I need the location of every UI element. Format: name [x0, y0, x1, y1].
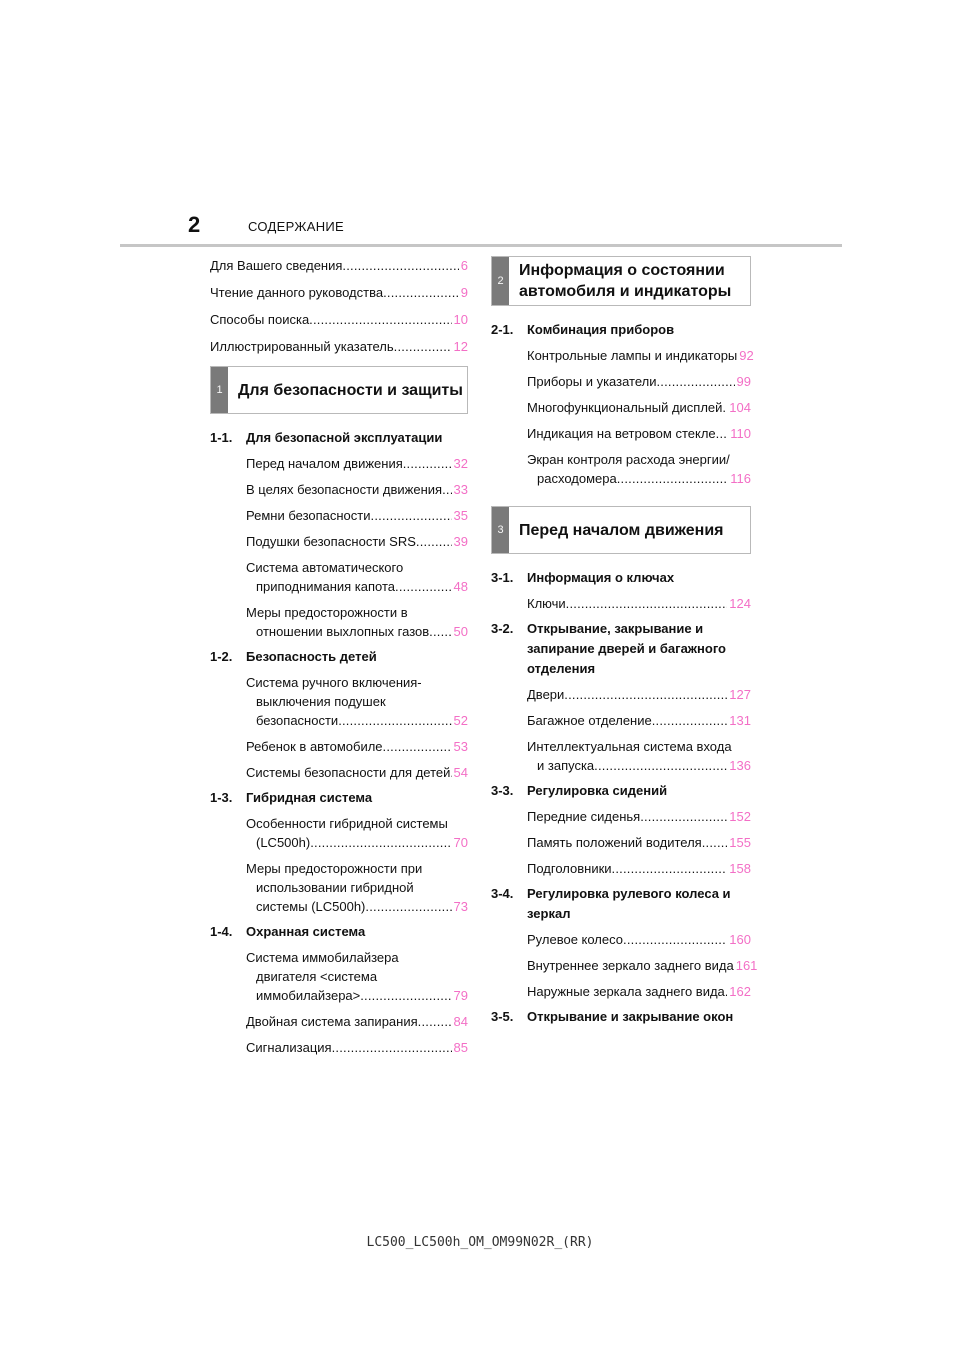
page-header: [120, 212, 842, 248]
chapter-number: 1-3.: [210, 790, 233, 805]
page-link[interactable]: 73: [453, 899, 468, 914]
toc-entry-label: Рулевое колесо: [527, 932, 624, 947]
toc-entry-row: [246, 532, 468, 551]
toc-entry-label: выключения подушек: [256, 694, 386, 709]
page-link[interactable]: 152: [729, 809, 751, 824]
leader-dots: [383, 737, 452, 756]
page-link[interactable]: 6: [460, 258, 468, 273]
toc-entry[interactable]: [491, 422, 751, 445]
page-link[interactable]: 155: [729, 835, 751, 850]
toc-entry-row: [246, 763, 468, 782]
leader-dots: [342, 256, 458, 275]
chapter-heading[interactable]: [210, 428, 468, 448]
toc-entry-row: [246, 1012, 468, 1031]
page-link[interactable]: 85: [453, 1040, 468, 1055]
toc-entry-label: Внутреннее зеркало заднего вида: [527, 958, 734, 973]
toc-entry-row: [527, 930, 751, 949]
page-link[interactable]: 162: [729, 984, 751, 999]
toc-entry[interactable]: [491, 831, 751, 854]
toc-entry[interactable]: [491, 857, 751, 880]
section-1-chapters: [210, 428, 468, 1059]
page-link[interactable]: 160: [729, 932, 751, 947]
toc-entry-row: [246, 1038, 468, 1057]
page-link[interactable]: 32: [453, 456, 468, 471]
toc-entry[interactable]: [210, 601, 468, 643]
chapter-title: Регулировка рулевого колеса и зеркал: [527, 886, 731, 921]
toc-entry-label: иммобилайзера>: [256, 988, 361, 1003]
toc-entry-label: Система ручного включения-: [246, 675, 422, 690]
toc-entry[interactable]: [210, 812, 468, 854]
toc-entry[interactable]: [491, 592, 751, 615]
toc-entry-row: [210, 283, 468, 302]
toc-entry-row: [527, 594, 751, 613]
toc-entry[interactable]: [210, 335, 468, 358]
toc-entry-label: системы (LC500h): [256, 899, 366, 914]
toc-entry-label: безопасности: [256, 713, 339, 728]
toc-entry-row: [210, 337, 468, 356]
toc-entry-label: Передние сиденья: [527, 809, 641, 824]
chapter-heading[interactable]: [491, 781, 751, 801]
page-link[interactable]: 39: [453, 534, 468, 549]
page-link[interactable]: 79: [453, 988, 468, 1003]
toc-entry-label: приподнимания капота: [256, 579, 396, 594]
toc-entry[interactable]: [210, 452, 468, 475]
leader-dots: [371, 506, 452, 525]
toc-entry-row: [246, 480, 468, 499]
toc-entry-label: расходомера: [537, 471, 617, 486]
toc-left-column: [210, 254, 468, 1062]
toc-entry[interactable]: [210, 281, 468, 304]
chapter-heading[interactable]: [491, 884, 751, 924]
page-link[interactable]: 99: [736, 374, 751, 389]
toc-entry-label: Память положений водителя: [527, 835, 702, 850]
toc-entry-label: Интеллектуальная система входа: [527, 739, 732, 754]
toc-entry[interactable]: [210, 1010, 468, 1033]
page-link[interactable]: 92: [739, 348, 754, 363]
toc-entry-label: Контрольные лампы и индикаторы: [527, 348, 738, 363]
chapter-number: 3-3.: [491, 783, 514, 798]
toc-entry[interactable]: [210, 671, 468, 732]
page-link[interactable]: 12: [453, 339, 468, 354]
toc-entry-row: [527, 711, 751, 730]
chapter-number: 3-2.: [491, 621, 514, 636]
toc-entry-row: [527, 756, 751, 775]
toc-entry-row: [527, 982, 751, 1001]
toc-right-column: [491, 254, 758, 1031]
leader-dots: [360, 986, 451, 1005]
leader-dots: [395, 577, 452, 596]
toc-entry-label: двигателя <система: [256, 969, 378, 984]
toc-entry-label: Сигнализация: [246, 1040, 332, 1055]
toc-entry[interactable]: [491, 396, 751, 419]
toc-entry[interactable]: [210, 1036, 468, 1059]
toc-entry-label: Багажное отделение: [527, 713, 652, 728]
footer-code: LC500_LC500h_OM_OM99N02R_(RR): [366, 1235, 594, 1250]
chapter-heading[interactable]: [210, 647, 468, 667]
toc-entry-label: Экран контроля расхода энергии/: [527, 452, 730, 467]
leader-dots: [566, 594, 728, 613]
toc-entry-row: [527, 372, 751, 391]
chapter-heading[interactable]: [210, 922, 468, 942]
chapter-title: Открывание и закрывание окон: [527, 1009, 734, 1024]
toc-entry-label: Особенности гибридной системы: [246, 816, 448, 831]
section-2-header[interactable]: [491, 256, 751, 306]
toc-entry[interactable]: [210, 504, 468, 527]
toc-entry-label: и запуска: [537, 758, 595, 773]
section-2-chapters: [491, 320, 754, 490]
toc-entry[interactable]: [491, 980, 751, 1003]
leader-dots: [623, 930, 727, 949]
leader-dots: [310, 833, 451, 852]
page-link[interactable]: 70: [453, 835, 468, 850]
section-1-header[interactable]: [210, 366, 468, 414]
toc-entry-label: Меры предосторожности при: [246, 861, 423, 876]
toc-entry-row: [527, 859, 751, 878]
intro-list: [210, 254, 468, 358]
page-link[interactable]: 110: [730, 426, 751, 441]
leader-dots: [309, 310, 451, 329]
toc-entry-row: [527, 346, 754, 365]
toc-entry-row: [246, 506, 468, 525]
page-link[interactable]: 158: [729, 861, 751, 876]
page-link[interactable]: 52: [453, 713, 468, 728]
toc-entry[interactable]: [210, 556, 468, 598]
toc-entry-row: [246, 454, 468, 473]
toc-entry-label: Система иммобилайзера: [246, 950, 399, 965]
toc-entry-label: Ребенок в автомобиле: [246, 739, 383, 754]
leader-dots: [394, 337, 452, 356]
section-3-tab: 3: [492, 507, 509, 553]
toc-entry[interactable]: [210, 761, 468, 784]
toc-entry[interactable]: [210, 735, 468, 758]
leader-dots: [332, 1038, 452, 1057]
toc-entry-row: [246, 622, 468, 641]
leader-dots: [657, 372, 735, 391]
toc-entry-label: Ремни безопасности: [246, 508, 371, 523]
leader-dots: [617, 469, 729, 488]
page-number: 2: [188, 212, 201, 237]
toc-entry-label: использовании гибридной: [256, 880, 414, 895]
leader-dots: [702, 833, 728, 852]
page-link[interactable]: 10: [453, 312, 468, 327]
toc-entry-row: [527, 398, 751, 417]
toc-entry-label: Двери: [527, 687, 565, 702]
chapter-title: Безопасность детей: [246, 649, 377, 664]
page-link[interactable]: 33: [453, 482, 468, 497]
toc-entry-row: [246, 897, 468, 916]
section-3-chapters: [491, 568, 758, 1027]
toc-entry-label: В целях безопасности движения: [246, 482, 443, 497]
toc-entry-row: [246, 986, 468, 1005]
toc-entry-label: Способы поиска: [210, 312, 310, 327]
chapter-heading[interactable]: [491, 320, 751, 340]
toc-entry[interactable]: [491, 805, 751, 828]
leader-dots: [594, 756, 727, 775]
chapter-number: 2-1.: [491, 322, 514, 337]
toc-entry-label: Многофункциональный дисплей: [527, 400, 723, 415]
page-link[interactable]: 136: [729, 758, 751, 773]
toc-entry-row: [246, 577, 468, 596]
page-link[interactable]: 9: [460, 285, 468, 300]
section-3-title: Перед началом движения: [519, 521, 724, 539]
leader-dots: [365, 897, 451, 916]
toc-entry[interactable]: [491, 448, 751, 490]
page-link[interactable]: 161: [735, 958, 758, 973]
page-link[interactable]: 131: [729, 713, 751, 728]
leader-dots: [442, 480, 451, 499]
chapter-number: 3-4.: [491, 886, 514, 901]
toc-entry-label: Индикация на ветровом стекле: [527, 426, 716, 441]
page-link[interactable]: 116: [730, 471, 751, 486]
page-link[interactable]: 54: [453, 765, 468, 780]
chapter-number: 1-4.: [210, 924, 233, 939]
toc-entry[interactable]: [491, 735, 751, 777]
toc-entry-label: отношении выхлопных газов: [256, 624, 430, 639]
toc-entry[interactable]: [491, 683, 751, 706]
toc-entry-label: Чтение данного руководства: [210, 285, 384, 300]
page-link[interactable]: 48: [453, 579, 468, 594]
page-link[interactable]: 124: [729, 596, 751, 611]
toc-entry-row: [527, 469, 751, 488]
toc-entry-label: Иллюстрированный указатель: [210, 339, 394, 354]
toc-entry[interactable]: [210, 946, 468, 1007]
toc-entry-row: [210, 256, 468, 275]
chapter-heading[interactable]: [491, 1007, 751, 1027]
toc-entry[interactable]: [491, 928, 751, 951]
toc-entry-label: Ключи: [527, 596, 566, 611]
page-link[interactable]: 84: [453, 1014, 468, 1029]
chapter-title: Информация о ключах: [527, 570, 675, 585]
toc-entry[interactable]: [491, 709, 751, 732]
chapter-title: Регулировка сидений: [527, 783, 668, 798]
leader-dots: [716, 424, 729, 443]
chapter-title: Комбинация приборов: [527, 322, 675, 337]
header-divider: [120, 244, 842, 247]
toc-entry[interactable]: [210, 308, 468, 331]
chapter-title: Гибридная система: [246, 790, 373, 805]
leader-dots: [338, 711, 451, 730]
toc-entry-row: [527, 807, 751, 826]
chapter-number: 3-5.: [491, 1009, 514, 1024]
toc-entry-row: [527, 424, 751, 443]
section-2-tab: 2: [492, 257, 509, 305]
leader-dots: [418, 1012, 452, 1031]
section-1-tab: 1: [211, 367, 228, 413]
chapter-heading[interactable]: [491, 568, 751, 588]
chapter-title: Охранная система: [246, 924, 366, 939]
toc-entry-row: [210, 310, 468, 329]
toc-entry-label: Приборы и указатели: [527, 374, 657, 389]
toc-entry[interactable]: [210, 857, 468, 918]
toc-entry[interactable]: [491, 344, 754, 367]
toc-entry[interactable]: [210, 254, 468, 277]
leader-dots: [403, 454, 452, 473]
section-1-title: Для безопасности и защиты: [238, 381, 463, 399]
chapter-number: 3-1.: [491, 570, 514, 585]
page-link[interactable]: 53: [453, 739, 468, 754]
toc-entry-label: Системы безопасности для детей: [246, 765, 451, 780]
chapter-heading[interactable]: [210, 788, 468, 808]
page-link[interactable]: 104: [729, 400, 751, 415]
toc-entry-row: [527, 685, 751, 704]
toc-entry-row: [246, 711, 468, 730]
toc-entry[interactable]: [210, 478, 468, 501]
leader-dots: [416, 532, 452, 551]
leader-dots: [383, 283, 459, 302]
section-2-title-line2: автомобиля и индикаторы: [519, 283, 732, 300]
toc-entry-label: Подголовники: [527, 861, 612, 876]
toc-entry-row: [527, 956, 758, 975]
toc-entry-label: Перед началом движения: [246, 456, 403, 471]
toc-entry-label: Для Вашего сведения: [210, 258, 343, 273]
leader-dots: [612, 859, 728, 878]
toc-entry-label: Двойная система запирания: [246, 1014, 418, 1029]
toc-entry-row: [246, 737, 468, 756]
page-link[interactable]: 50: [453, 624, 468, 639]
toc-entry-label: (LC500h): [256, 835, 311, 850]
chapter-heading[interactable]: [491, 619, 751, 679]
toc-entry-row: [246, 833, 468, 852]
section-2-title: [519, 260, 731, 302]
toc-entry-label: Наружные зеркала заднего вида: [527, 984, 725, 999]
header-title: СОДЕРЖАНИЕ: [248, 219, 345, 234]
leader-dots: [652, 711, 728, 730]
section-2-title-line1: Информация о состоянии: [519, 262, 725, 279]
leader-dots: [429, 622, 451, 641]
section-3-header[interactable]: [491, 506, 751, 554]
toc-entry-row: [527, 833, 751, 852]
toc-entry[interactable]: [491, 370, 751, 393]
leader-dots: [640, 807, 727, 826]
leader-dots: [564, 685, 727, 704]
chapter-title: Открывание, закрывание и запирание дверей и багажного отделения: [527, 621, 726, 676]
chapter-number: 1-2.: [210, 649, 233, 664]
chapter-number: 1-1.: [210, 430, 233, 445]
page-link[interactable]: 127: [729, 687, 751, 702]
toc-entry[interactable]: [491, 954, 758, 977]
toc-entry-label: Система автоматического: [246, 560, 404, 575]
toc-entry[interactable]: [210, 530, 468, 553]
chapter-title: Для безопасной эксплуатации: [246, 430, 443, 445]
toc-entry-label: Подушки безопасности SRS: [246, 534, 416, 549]
page-link[interactable]: 35: [453, 508, 468, 523]
toc-entry-label: Меры предосторожности в: [246, 605, 408, 620]
